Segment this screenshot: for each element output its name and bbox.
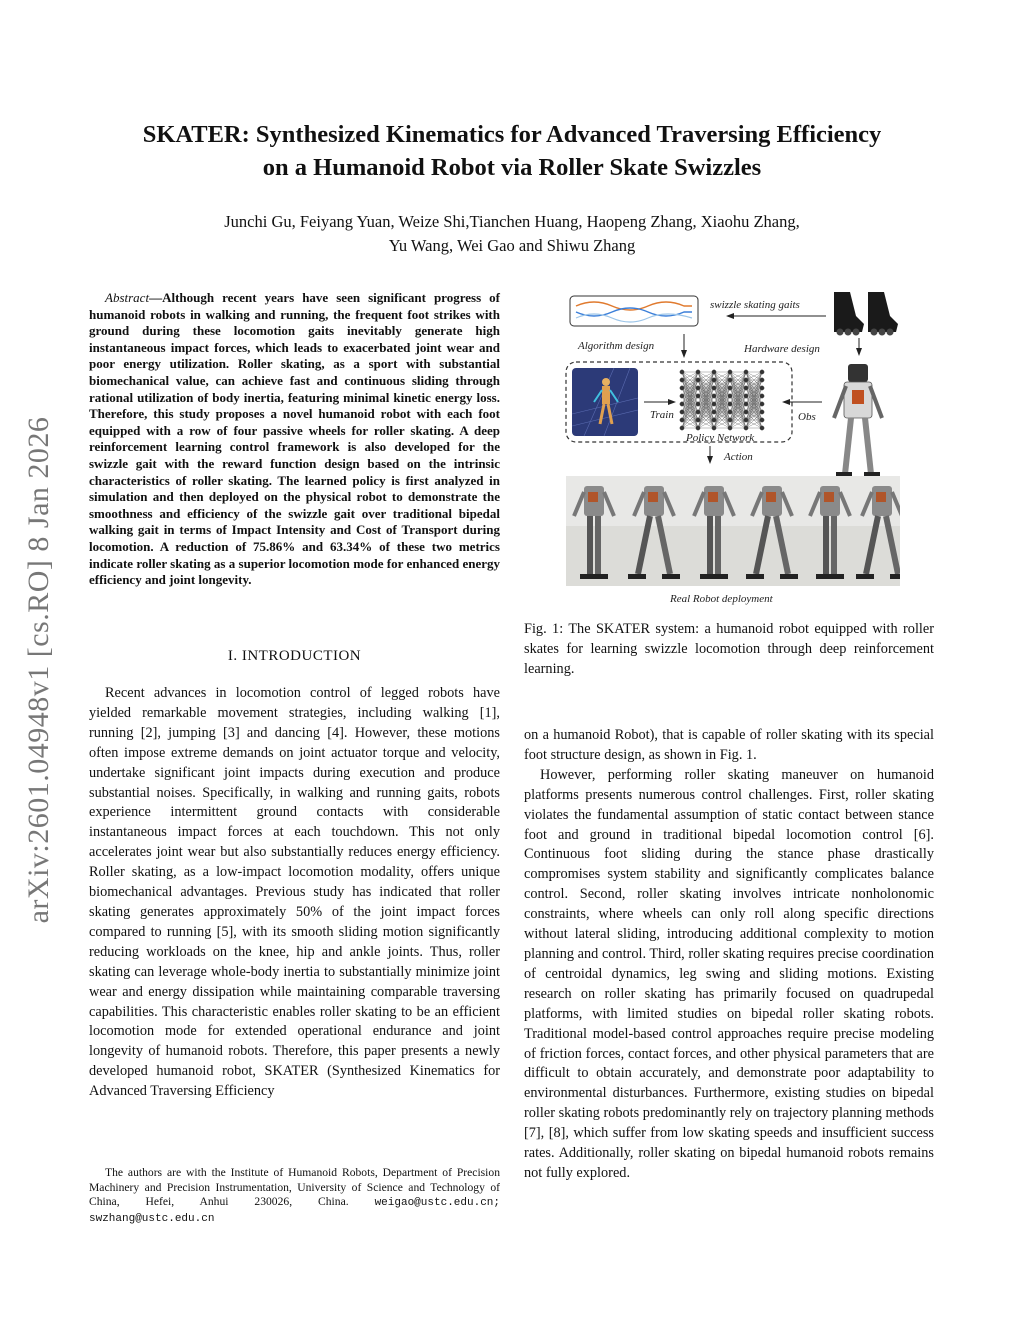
label-train: Train — [650, 409, 674, 421]
nn-node — [696, 426, 700, 430]
nn-node — [744, 426, 748, 430]
hardware-robot-image — [834, 364, 882, 478]
nn-node — [728, 378, 732, 382]
nn-node — [680, 394, 684, 398]
nn-node — [712, 418, 716, 422]
section-heading-introduction: I. INTRODUCTION — [227, 648, 362, 664]
nn-node — [760, 418, 764, 422]
nn-node — [712, 394, 716, 398]
arrow-head-hardware — [856, 348, 862, 356]
nn-node — [680, 378, 684, 382]
right-paragraph-1: on a humanoid Robot), that is capable of roller skating with its special foot structure design, as shown in Fig. 1. — [524, 727, 934, 763]
title-line-2: on a Humanoid Robot via Roller Skate Swizzles — [262, 154, 762, 181]
nn-node — [680, 410, 684, 414]
intro-column-right — [524, 726, 934, 1184]
policy-network-diagram — [680, 370, 764, 430]
nn-node — [728, 386, 732, 390]
nn-node — [728, 402, 732, 406]
nn-node — [696, 402, 700, 406]
author-list — [100, 210, 924, 258]
nn-node — [712, 402, 716, 406]
nn-node — [712, 410, 716, 414]
nn-node — [728, 394, 732, 398]
nn-node — [728, 426, 732, 430]
label-action: Action — [724, 451, 753, 463]
nn-node — [760, 410, 764, 414]
arrow-head-train — [668, 399, 676, 405]
label-swizzle-gaits: swizzle skating gaits — [710, 299, 800, 311]
figure-1 — [564, 286, 900, 608]
arrow-head-gaits — [726, 313, 734, 319]
arrow-head-obs — [782, 399, 790, 405]
arxiv-identifier: arXiv:2601.04948v1 [cs.RO] 8 Jan 2026 — [22, 416, 55, 924]
footnote — [89, 1166, 500, 1226]
nn-node — [744, 394, 748, 398]
footnote-emails: weigao@ustc.edu.cn; swzhang@ustc.edu.cn — [89, 1197, 500, 1225]
nn-node — [696, 394, 700, 398]
abstract — [89, 290, 500, 589]
paper-title — [60, 118, 964, 184]
nn-node — [744, 378, 748, 382]
nn-node — [712, 378, 716, 382]
nn-node — [760, 426, 764, 430]
nn-node — [744, 370, 748, 374]
intro-column-left — [89, 684, 500, 1102]
real-robot-deployment-photo — [566, 476, 900, 586]
nn-node — [712, 386, 716, 390]
nn-node — [696, 410, 700, 414]
label-algorithm-design: Algorithm design — [578, 340, 655, 352]
nn-node — [680, 370, 684, 374]
nn-node — [696, 370, 700, 374]
simulation-image — [572, 368, 638, 436]
label-obs: Obs — [798, 411, 816, 423]
arxiv-sidebar — [14, 380, 64, 960]
nn-node — [760, 402, 764, 406]
right-paragraph-2: However, performing roller skating maneuver on humanoid platforms presents numerous control challenges. First, roller skating violates the fundamental assumption of static contact between stance foot and ground in traditional bipedal locomotion control [6]. Continuous foot sliding during the stance phase drastically compromises system stability and significantly complicates balance control. Second, roller skating involves intricate nonholonomic constraints, where wheels can only roll along specific directions without lateral sliding, introducing additional complexity to motion planning and control. Third, roller skating requires precise coordination of centroidal dynamics, leg swing and sliding motions. Existing research on roller skating has primarily focused on quadrupedal platforms, with limited studies on bipedal roller skating robots. Traditional model-based control approaches require precise modeling of friction forces, contact forces, and other physical parameters that are difficult to obtain accurately, and demonstrate poor adaptability to environmental disturbances. Furthermore, existing studies on bipedal roller skating robots predominantly rely on trajectory planning methods [7], [8], which suffer from low skating speeds and insufficient success rates. Additionally, roller skating on bipedal humanoid robots remains not fully explored. — [524, 766, 934, 1181]
nn-node — [680, 402, 684, 406]
nn-node — [728, 370, 732, 374]
abstract-text: —Although recent years have seen significant progress of humanoid robots in walking and running, the frequent foot strikes with ground during these locomotion gaits inevitably generate high instantaneous impact forces, which leads to exacerbated joint wear and poor energy utilization. Roller skating, as a sport with substantial biomechanical value, can achieve fast and continuous sliding through rational utilization of body inertia, featuring minimal kinetic energy loss. Therefore, this study proposes a novel humanoid robot with each foot equipped with a row of four passive wheels for roller skating. A deep reinforcement learning control framework is also developed for the swizzle gait with the reward function design based on the intrinsic characteristics of roller skating. The learned policy is first analyzed in simulation and then deployed on the physical robot to demonstrate the smoothness and efficiency of the swizzle gait over traditional bipedal walking gait in terms of Impact Intensity and Cost of Transport during locomotion. A reduction of 75.86% and 63.34% of these two metrics indicate roller skating as a superior locomotion mode for enhanced energy efficiency and joint longevity. — [89, 290, 500, 588]
roller-skates-image — [834, 292, 898, 336]
arrow-head-action — [707, 456, 713, 464]
nn-node — [760, 370, 764, 374]
label-policy-network: Policy Network — [686, 432, 755, 444]
intro-paragraph: Recent advances in locomotion control of legged robots have yielded remarkable movement strategies, including walking [1], running [2], jumping [3] and dancing [4]. However, these motions often impose extreme demands on joint actuator torque and velocity, undertake significant joint impacts during execution and produce substantial noises. Specifically, in walking and running gaits, robots experience intermittent ground contacts with considerable instantaneous impact forces at each touchdown. This not only accelerates joint wear but also substantially reduces energy efficiency. Roller skating, as a low-impact locomotion modality, offers unique biomechanical advantages. Previous study has indicated that roller skating generates approximately 50% of the joint impact forces compared to running [5], with its smooth sliding motion significantly reducing workloads on the knee, hip and ankle joints. Thus, roller skating can leverage whole-body inertia to substantially minimize joint wear and energy dissipation while maintaining comparable traversing capabilities. This characteristic enables roller skating to be an efficient locomotion mode for extended operational endurance and joint longevity of humanoid robots. Therefore, this paper presents a newly developed humanoid robot, SKATER (Synthesized Kinematics for Advanced Traversing Efficiency — [89, 685, 500, 1100]
label-hardware-design: Hardware design — [744, 343, 820, 355]
nn-node — [680, 418, 684, 422]
label-real-robot-deployment: Real Robot deployment — [670, 593, 773, 605]
nn-node — [760, 394, 764, 398]
arrow-head-algorithm — [681, 350, 687, 358]
nn-node — [744, 410, 748, 414]
nn-node — [680, 386, 684, 390]
figure-1-graphic — [564, 286, 900, 608]
nn-node — [744, 386, 748, 390]
title-line-1: SKATER: Synthesized Kinematics for Advanced Traversing Efficiency — [142, 121, 882, 148]
nn-node — [760, 378, 764, 382]
nn-node — [696, 378, 700, 382]
abstract-label: Abstract — [105, 290, 150, 305]
figure-1-caption: Fig. 1: The SKATER system: a humanoid robot equipped with roller skates for learning swizzle locomotion through deep reinforcement learning. — [524, 621, 934, 677]
nn-node — [744, 402, 748, 406]
nn-node — [728, 410, 732, 414]
nn-node — [712, 370, 716, 374]
nn-node — [728, 418, 732, 422]
footnote-affiliation: The authors are with the Institute of Humanoid Robots, Department of Precision Machinery and Precision Instrumentation, University of Science and Technology of China, Hefei, Anhui 230026, China. — [89, 1166, 500, 1209]
nn-node — [680, 426, 684, 430]
authors-line-2: Yu Wang, Wei Gao and Shiwu Zhang — [388, 236, 636, 255]
nn-node — [760, 386, 764, 390]
nn-node — [696, 418, 700, 422]
nn-node — [696, 386, 700, 390]
nn-node — [712, 426, 716, 430]
nn-node — [744, 418, 748, 422]
authors-line-1: Junchi Gu, Feiyang Yuan, Weize Shi,Tianchen Huang, Haopeng Zhang, Xiaohu Zhang, — [224, 212, 800, 231]
